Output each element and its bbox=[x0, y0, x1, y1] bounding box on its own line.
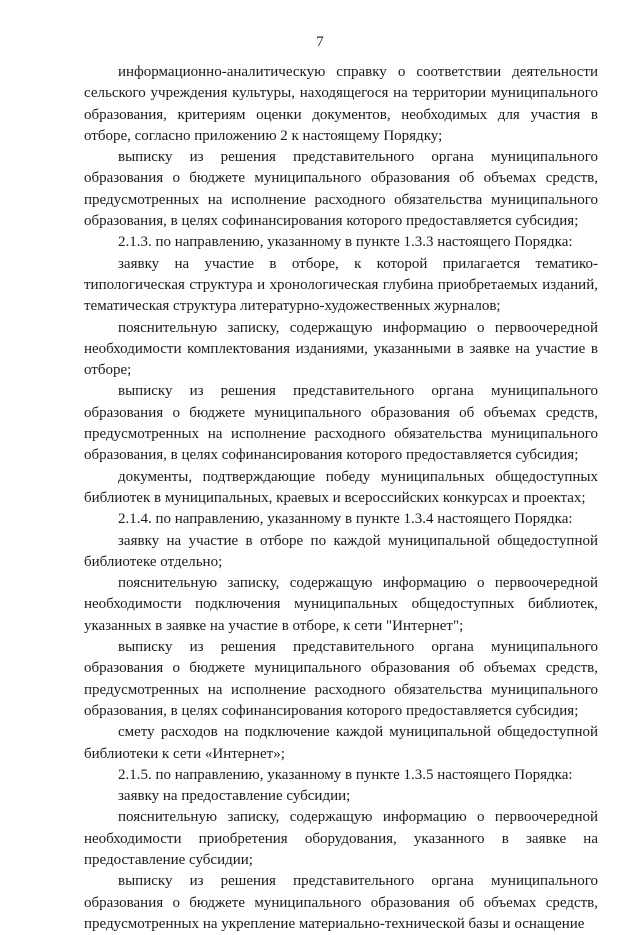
paragraph-budget-extract: выписку из решения представительного органа муниципального образования о бюджете муниципального образования об объемах средств, предусмотренных на исполнение расходного обязательства муниципального образования, в целях софинансирования которого предоставляется субсидия; bbox=[84, 639, 598, 719]
paragraph-budget-extract: выписку из решения представительного органа муниципального образования о бюджете муниципального образования об объемах средств, предусмотренных на укрепление материально-технической базы и оснащение bbox=[84, 873, 598, 932]
paragraph-budget-extract: выписку из решения представительного органа муниципального образования о бюджете муниципального образования об объемах средств, предусмотренных на исполнение расходного обязательства муниципального образования, в целях софинансирования которого предоставляется субсидия; bbox=[84, 383, 598, 464]
paragraph-budget-extract: выписку из решения представительного органа муниципального образования о бюджете муниципального образования об объемах средств, предусмотренных на исполнение расходного обязательства муниципального образования, в целях софинансирования которого предоставляется субсидия; bbox=[84, 149, 598, 230]
paragraph-application: заявку на участие в отборе по каждой муниципальной общедоступной библиотеке отдельно; bbox=[84, 532, 598, 570]
paragraph-explanatory-note: пояснительную записку, содержащую информацию о первоочередной необходимости комплектования изданиями, указанными в заявке на участие в отборе; bbox=[84, 319, 598, 379]
paragraph-application: заявку на участие в отборе, к которой прилагается тематико-типологическая структура и хронологическая глубина приобретаемых изданий, тематическая структура литературно-художественных журналов; bbox=[84, 255, 598, 315]
paragraph-section-2-1-4: 2.1.4. по направлению, указанному в пункте 1.3.4 настоящего Порядка: bbox=[118, 511, 573, 528]
paragraph-analytical-report: информационно-аналитическую справку о соответствии деятельности сельского учреждения культуры, находящегося на территории муниципального образования, критериям оценки документов, необходимых для участия в отборе, согласно приложению 2 к настоящему Порядку; bbox=[84, 64, 598, 144]
document-body bbox=[84, 62, 598, 935]
paragraph-explanatory-note: пояснительную записку, содержащую информацию о первоочередной необходимости приобретения оборудования, указанного в заявке на предоставление субсидии; bbox=[84, 809, 598, 868]
paragraph-section-2-1-5: 2.1.5. по направлению, указанному в пункте 1.3.5 настоящего Порядка: bbox=[118, 766, 573, 783]
page-number: 7 bbox=[316, 34, 324, 50]
paragraph-cost-estimate: смету расходов на подключение каждой муниципальной общедоступной библиотеки к сети «Интернет»; bbox=[84, 724, 598, 762]
paragraph-explanatory-note: пояснительную записку, содержащую информацию о первоочередной необходимости подключения муниципальных общедоступных библиотек, указанных в заявке на участие в отборе, к сети "Интернет"; bbox=[84, 575, 598, 634]
paragraph-application: заявку на предоставление субсидии; bbox=[118, 788, 351, 805]
paragraph-victory-documents: документы, подтверждающие победу муниципальных общедоступных библиотек в муниципальных, краевых и всероссийских конкурсах и проектах; bbox=[84, 468, 598, 506]
paragraph-section-2-1-3: 2.1.3. по направлению, указанному в пункте 1.3.3 настоящего Порядка: bbox=[118, 234, 573, 251]
